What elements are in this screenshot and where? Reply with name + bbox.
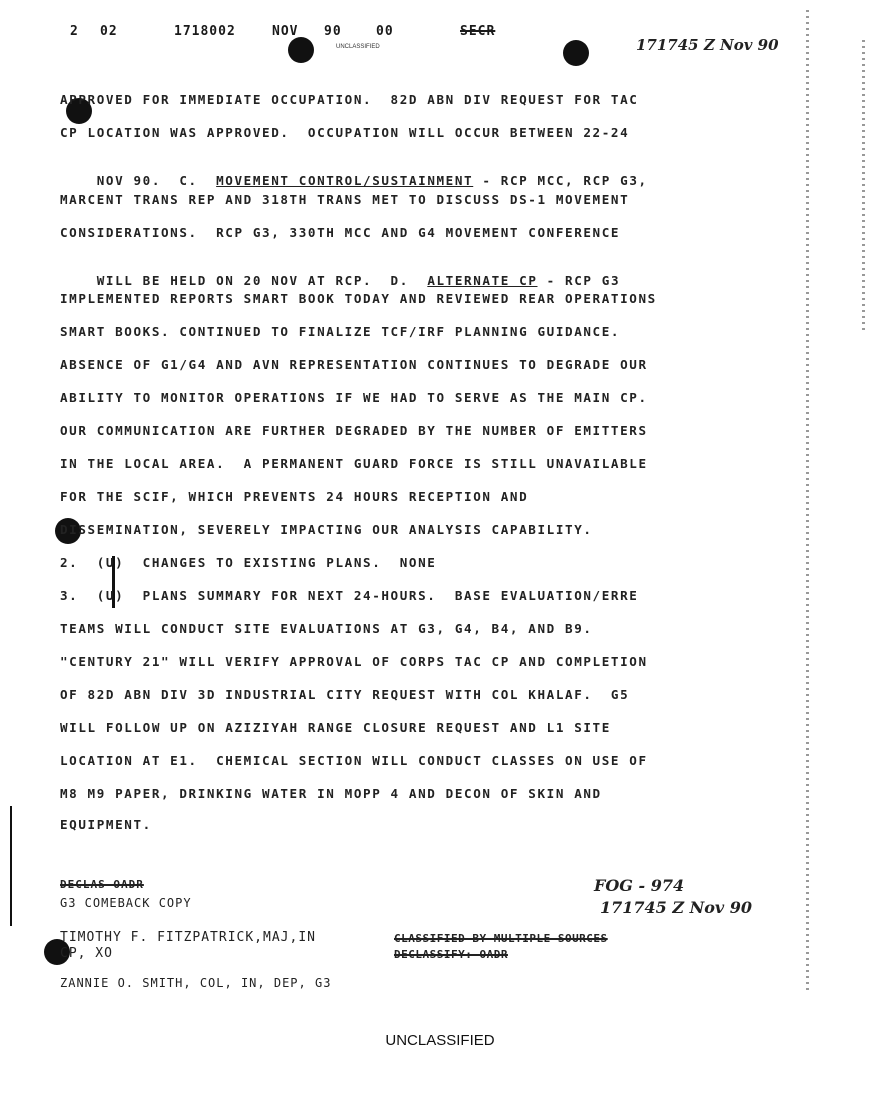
header-handwritten-dtg: 171745 Z Nov 90	[636, 36, 779, 54]
handwritten-dtg: 171745 Z Nov 90	[600, 898, 753, 917]
body-line-11: OUR COMMUNICATION ARE FURTHER DEGRADED BY THE NUMBER OF EMITTERS	[60, 423, 648, 438]
body-line-17: TEAMS WILL CONDUCT SITE EVALUATIONS AT G3, G4, B4, AND B9.	[60, 621, 593, 636]
body-line-23: EQUIPMENT.	[60, 817, 152, 832]
body-line-1: APPROVED FOR IMMEDIATE OCCUPATION. 82D ABN DIV REQUEST FOR TAC	[60, 92, 639, 107]
body-line-13: FOR THE SCIF, WHICH PREVENTS 24 HOURS RECEPTION AND	[60, 489, 529, 504]
body-line-19: OF 82D ABN DIV 3D INDUSTRIAL CITY REQUEST WITH COL KHALAF. G5	[60, 687, 630, 702]
header-month: NOV	[272, 24, 299, 39]
body-line-18: "CENTURY 21" WILL VERIFY APPROVAL OF CORPS TAC CP AND COMPLETION	[60, 654, 648, 669]
body-line-14: DISSEMINATION, SEVERELY IMPACTING OUR ANALYSIS CAPABILITY.	[60, 522, 593, 537]
header-classification-struck: SECR	[460, 24, 496, 39]
body-line-4: MARCENT TRANS REP AND 318TH TRANS MET TO DISCUSS DS-1 MOVEMENT	[60, 192, 630, 207]
handwritten-ref: FOG - 974	[594, 876, 685, 895]
header-num1: 2	[70, 24, 79, 39]
paragraph-2: 2. (U) CHANGES TO EXISTING PLANS. NONE	[60, 555, 437, 570]
punch-hole-top-left	[288, 37, 314, 63]
body-line-6-lead: WILL BE HELD ON 20 NOV AT RCP. D.	[96, 273, 409, 288]
declas-struck: DECLAS OADR	[60, 878, 144, 891]
author-name: TIMOTHY F. FITZPATRICK,MAJ,IN	[60, 930, 316, 945]
body-line-10: ABILITY TO MONITOR OPERATIONS IF WE HAD TO SERVE AS THE MAIN CP.	[60, 390, 648, 405]
header-num2: 02	[100, 24, 118, 39]
author-role: CP, XO	[60, 946, 113, 961]
scan-edge-far-right	[862, 40, 865, 330]
comeback-copy-line: G3 COMEBACK COPY	[60, 896, 192, 910]
body-line-12: IN THE LOCAL AREA. A PERMANENT GUARD FORCE IS STILL UNAVAILABLE	[60, 456, 648, 471]
punch-hole-top-right	[563, 40, 589, 66]
header-extra: 00	[376, 24, 394, 39]
scan-mark-left	[10, 806, 12, 926]
body-line-9: ABSENCE OF G1/G4 AND AVN REPRESENTATION CONTINUES TO DEGRADE OUR	[60, 357, 648, 372]
paragraph-3: 3. (U) PLANS SUMMARY FOR NEXT 24-HOURS. BASE EVALUATION/ERRE	[60, 588, 639, 603]
footer-classification: UNCLASSIFIED	[385, 1032, 495, 1049]
classification-stamp: UNCLASSIFIED	[336, 44, 380, 50]
alternate-cp-heading: ALTERNATE CP	[427, 273, 538, 288]
body-line-20: WILL FOLLOW UP ON AZIZIYAH RANGE CLOSURE REQUEST AND L1 SITE	[60, 720, 611, 735]
approver-line: ZANNIE O. SMITH, COL, IN, DEP, G3	[60, 976, 332, 990]
body-line-5: CONSIDERATIONS. RCP G3, 330TH MCC AND G4 MOVEMENT CONFERENCE	[60, 225, 621, 240]
classified-by-struck: CLASSIFIED BY MULTIPLE SOURCES	[394, 932, 608, 945]
movement-control-heading: MOVEMENT CONTROL/SUSTAINMENT	[216, 173, 474, 188]
body-line-6-tail: - RCP G3	[537, 273, 621, 288]
body-line-3-lead: NOV 90. C.	[96, 173, 198, 188]
header-serial: 1718002	[174, 24, 236, 39]
body-line-22: M8 M9 PAPER, DRINKING WATER IN MOPP 4 AND DECON OF SKIN AND	[60, 786, 602, 801]
declassify-struck: DECLASSIFY: OADR	[394, 948, 508, 961]
body-line-21: LOCATION AT E1. CHEMICAL SECTION WILL CONDUCT CLASSES ON USE OF	[60, 753, 648, 768]
body-line-3-tail: - RCP MCC, RCP G3,	[473, 173, 648, 188]
scan-edge-right	[806, 10, 809, 990]
body-line-8: SMART BOOKS. CONTINUED TO FINALIZE TCF/IRF PLANNING GUIDANCE.	[60, 324, 621, 339]
header-year: 90	[324, 24, 342, 39]
body-line-2: CP LOCATION WAS APPROVED. OCCUPATION WILL OCCUR BETWEEN 22-24	[60, 125, 630, 140]
body-line-7: IMPLEMENTED REPORTS SMART BOOK TODAY AND REVIEWED REAR OPERATIONS	[60, 291, 657, 306]
